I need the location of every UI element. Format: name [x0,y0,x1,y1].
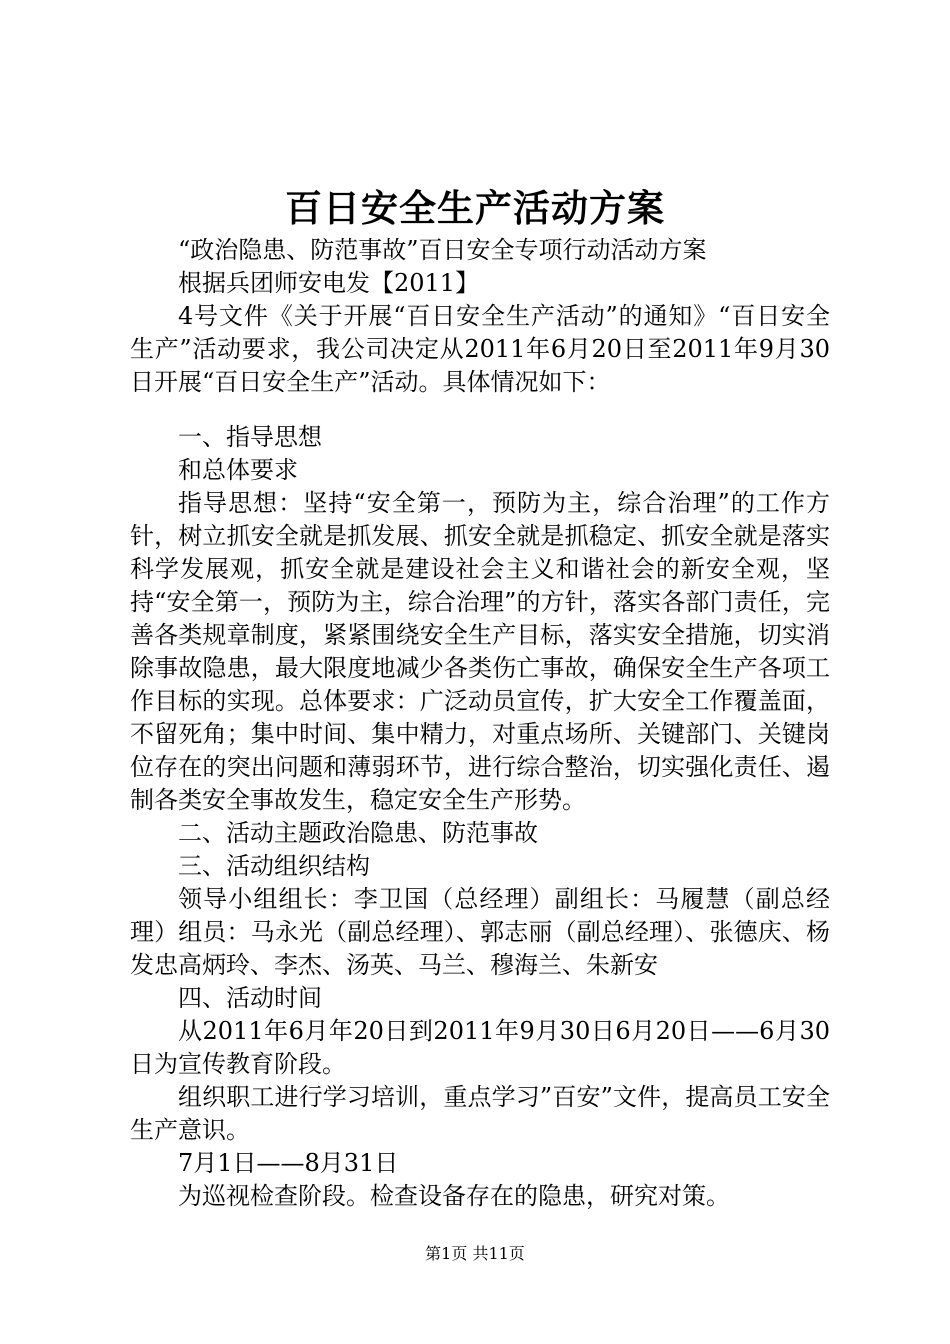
paragraph-inspection: 为巡视检查阶段。检查设备存在的隐患，研究对策。 [178,1182,730,1210]
paragraph-training: 组织职工进行学习培训，重点学习”百安”文件，提高员工安全生产意识。 [130,1083,830,1144]
paragraph-notice: 4号文件《关于开展“百日安全生产活动”的通知》“百日安全生产”活动要求，我公司决定从2011年6月20日至2011年9月30日开展“百日安全生产”活动。具体情况如下： [130,302,830,396]
paragraph-subtitle: “政治隐患、防范事故”百日安全专项行动活动方案 [178,236,707,264]
section-heading-organization: 三、活动组织结构 [178,852,370,880]
section-heading-guiding: 一、指导思想 [178,423,322,451]
page-number-footer: 第1页 共11页 [425,1244,525,1263]
document-title: 百日安全生产活动方案 [285,186,665,230]
section-heading-requirements: 和总体要求 [178,456,298,484]
document-body [130,234,830,1213]
paragraph-leadership-group: 领导小组组长：李卫国（总经理）副组长：马履慧（副总经理）组员：马永光（副总经理）、郭志丽（副总经理）、张德庆、杨发忠高炳玲、李杰、汤英、马兰、穆海兰、朱新安 [130,885,830,979]
paragraph-phase-two-dates: 7月1日——8月31日 [178,1149,399,1177]
paragraph-basis: 根据兵团师安电发【2011】 [178,269,480,297]
section-heading-time: 四、活动时间 [178,984,322,1012]
paragraph-guiding-thought: 指导思想：坚持“安全第一，预防为主，综合治理”的工作方针，树立抓安全就是抓发展、抓安全就是抓稳定、抓安全就是落实科学发展观，抓安全就是建设社会主义和谐社会的新安全观，坚持“安全第一，预防为主，综合治理”的方针，落实各部门责任，完善各类规章制度，紧紧围绕安全生产目标，落实安全措施，切实消除事故隐患，最大限度地减少各类伤亡事故，确保安全生产各项工作目标的实现。总体要求：广泛动员宣传，扩大安全工作覆盖面，不留死角；集中时间、集中精力，对重点场所、关键部门、关键岗位存在的突出问题和薄弱环节，进行综合整治，切实强化责任、遏制各类安全事故发生，稳定安全生产形势。 [130,489,830,814]
section-heading-theme: 二、活动主题政治隐患、防范事故 [178,819,538,847]
paragraph-time-range: 从2011年6月年20日到2011年9月30日6月20日——6月30日为宣传教育阶段。 [130,1017,830,1078]
